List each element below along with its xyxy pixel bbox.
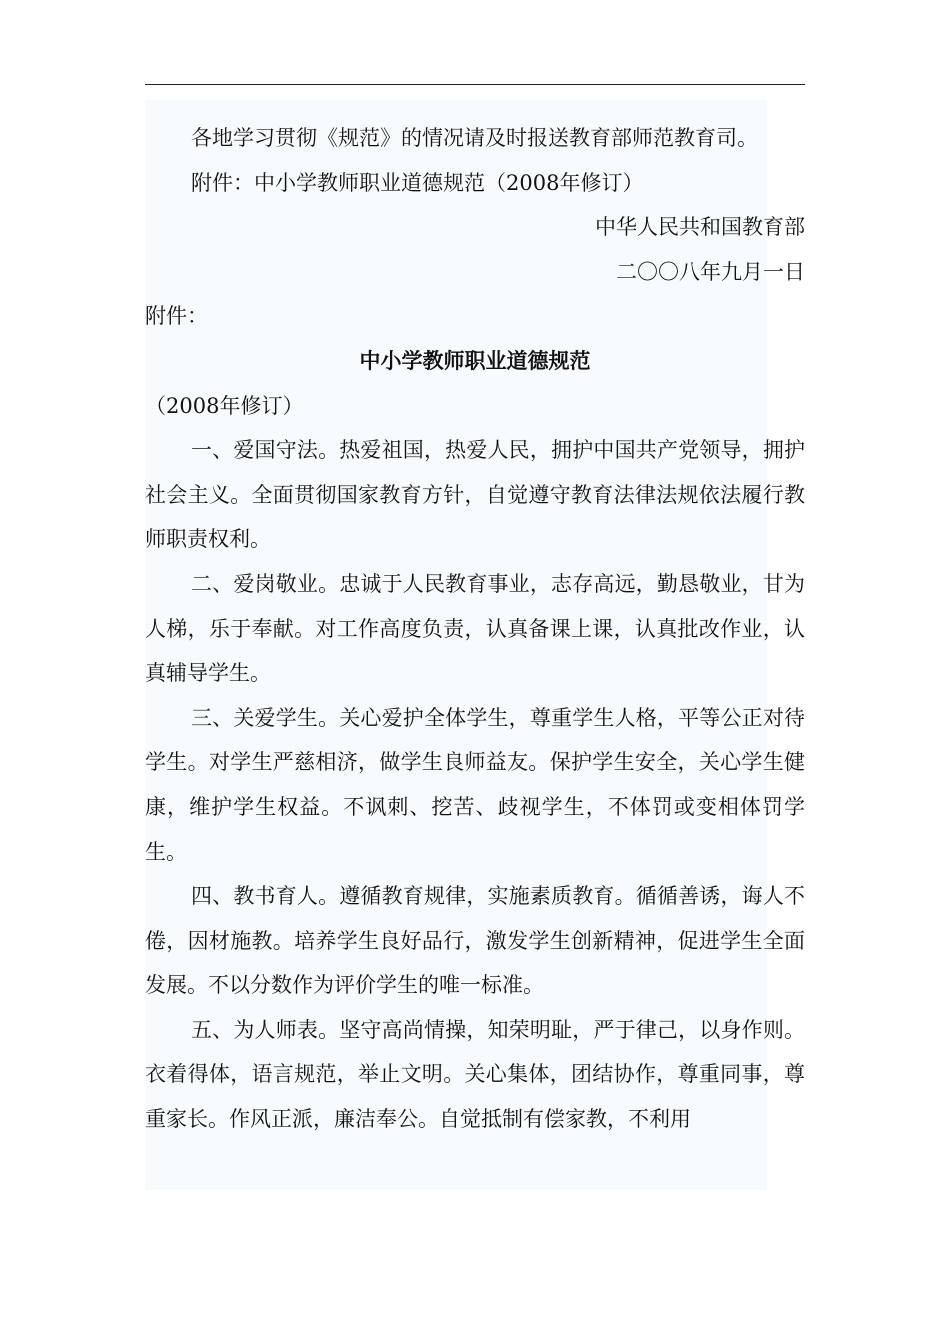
article-4: 四、教书育人。遵循教育规律，实施素质教育。循循善诱，诲人不倦，因材施教。培养学生良好品行，激发学生创新精神，促进学生全面发展。不以分数作为评价学生的唯一标准。 bbox=[145, 884, 805, 998]
attachment-line: 附件：中小学教师职业道德规范（2008年修订） bbox=[191, 170, 644, 195]
intro-paragraph: 各地学习贯彻《规范》的情况请及时报送教育部师范教育司。 bbox=[191, 126, 758, 150]
attachment-label: 附件： bbox=[145, 304, 208, 329]
article-2: 二、爱岗敬业。忠诚于人民教育事业，志存高远，勤恳敬业，甘为人梯，乐于奉献。对工作高度负责，认真备课上课，认真批改作业，认真辅导学生。 bbox=[145, 571, 805, 686]
revision-note: （2008年修订） bbox=[145, 393, 304, 418]
article-3: 三、关爱学生。关心爱护全体学生，尊重学生人格，平等公正对待学生。对学生严慈相济，做学生良师益友。保护学生安全，关心学生健康，维护学生权益。不讽刺、挖苦、歧视学生，不体罚或变相体罚学生。 bbox=[145, 705, 805, 864]
document-title: 中小学教师职业道德规范 bbox=[359, 347, 591, 373]
issuer: 中华人民共和国教育部 bbox=[595, 215, 805, 240]
article-5: 五、为人师表。坚守高尚情操，知荣明耻，严于律己，以身作则。衣着得体，语言规范，举止文明。关心集体，团结协作，尊重同事，尊重家长。作风正派，廉洁奉公。自觉抵制有偿家教，不利用 bbox=[145, 1017, 805, 1132]
header-rule bbox=[145, 84, 805, 85]
document-body bbox=[145, 116, 805, 1142]
article-1: 一、爱国守法。热爱祖国，热爱人民，拥护中国共产党领导，拥护社会主义。全面贯彻国家教育方针，自觉遵守教育法律法规依法履行教师职责权利。 bbox=[145, 438, 805, 552]
issue-date: 二〇〇八年九月一日 bbox=[616, 259, 805, 284]
